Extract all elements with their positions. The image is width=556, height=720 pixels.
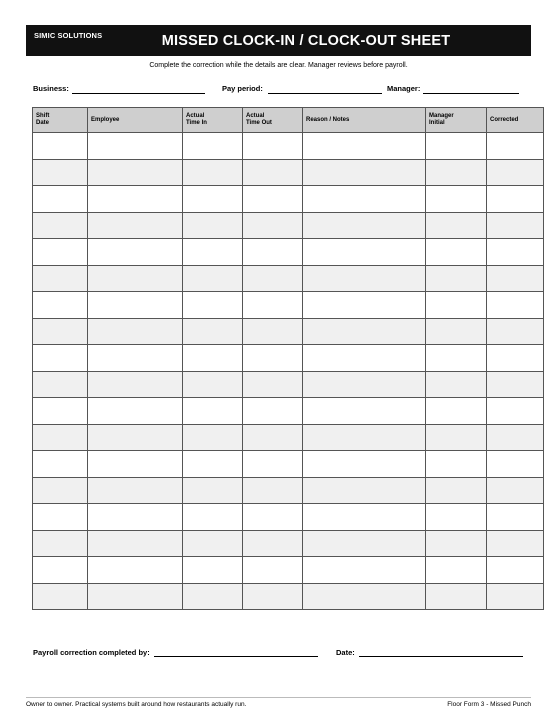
table-cell[interactable]: [426, 186, 487, 213]
table-row: [33, 398, 544, 425]
table-cell[interactable]: [426, 159, 487, 186]
table-cell[interactable]: [88, 318, 183, 345]
table-cell[interactable]: [303, 424, 426, 451]
table-cell[interactable]: [243, 583, 303, 610]
table-cell[interactable]: [487, 239, 544, 266]
table-row: [33, 424, 544, 451]
table-cell[interactable]: [487, 186, 544, 213]
table-cell[interactable]: [303, 504, 426, 531]
table-cell[interactable]: [88, 451, 183, 478]
column-header: Manager Initial: [426, 108, 487, 133]
table-row: [33, 133, 544, 160]
table-row: [33, 345, 544, 372]
table-cell[interactable]: [33, 424, 88, 451]
footer-divider: [26, 697, 531, 698]
table-cell[interactable]: [33, 557, 88, 584]
table-cell[interactable]: [243, 398, 303, 425]
table-cell[interactable]: [33, 398, 88, 425]
column-header: Corrected: [487, 108, 544, 133]
table-cell[interactable]: [426, 292, 487, 319]
table-cell[interactable]: [88, 239, 183, 266]
table-cell[interactable]: [183, 451, 243, 478]
table-cell[interactable]: [183, 133, 243, 160]
column-header: Shift Date: [33, 108, 88, 133]
table-cell[interactable]: [183, 583, 243, 610]
table-cell[interactable]: [88, 398, 183, 425]
table-cell[interactable]: [426, 398, 487, 425]
table-cell[interactable]: [243, 159, 303, 186]
table-row: [33, 318, 544, 345]
table-cell[interactable]: [303, 292, 426, 319]
table-cell[interactable]: [243, 133, 303, 160]
table-cell[interactable]: [426, 451, 487, 478]
table-cell[interactable]: [487, 451, 544, 478]
table-cell[interactable]: [88, 583, 183, 610]
footer-form-id: Floor Form 3 - Missed Punch: [447, 701, 531, 708]
table-row: [33, 557, 544, 584]
table-cell[interactable]: [33, 451, 88, 478]
table-cell[interactable]: [183, 212, 243, 239]
table-cell[interactable]: [243, 371, 303, 398]
table-cell[interactable]: [487, 477, 544, 504]
table-cell[interactable]: [426, 318, 487, 345]
table-cell[interactable]: [88, 292, 183, 319]
date-label: Date:: [336, 648, 355, 657]
table-cell[interactable]: [88, 186, 183, 213]
table-cell[interactable]: [88, 504, 183, 531]
table-row: [33, 265, 544, 292]
table-cell[interactable]: [487, 133, 544, 160]
pay-period-label: Pay period:: [222, 84, 263, 93]
footer-tagline: Owner to owner. Practical systems built around how restaurants actually run.: [26, 701, 247, 708]
table-cell[interactable]: [183, 292, 243, 319]
table-cell[interactable]: [33, 292, 88, 319]
table-cell[interactable]: [303, 265, 426, 292]
table-cell[interactable]: [303, 318, 426, 345]
pay-period-field[interactable]: [268, 93, 382, 94]
table-cell[interactable]: [426, 530, 487, 557]
table-cell[interactable]: [487, 583, 544, 610]
table-cell[interactable]: [183, 530, 243, 557]
table-cell[interactable]: [303, 239, 426, 266]
table-cell[interactable]: [487, 557, 544, 584]
table-cell[interactable]: [33, 583, 88, 610]
table-cell[interactable]: [487, 345, 544, 372]
table-cell[interactable]: [426, 345, 487, 372]
table-row: [33, 212, 544, 239]
table-cell[interactable]: [487, 530, 544, 557]
table-row: [33, 239, 544, 266]
table-cell[interactable]: [243, 504, 303, 531]
manager-label: Manager:: [387, 84, 421, 93]
table-cell[interactable]: [183, 557, 243, 584]
table-cell[interactable]: [183, 265, 243, 292]
table-cell[interactable]: [33, 212, 88, 239]
table-cell[interactable]: [243, 265, 303, 292]
table-cell[interactable]: [88, 371, 183, 398]
table-cell[interactable]: [88, 133, 183, 160]
manager-field[interactable]: [423, 93, 519, 94]
table-cell[interactable]: [243, 424, 303, 451]
table-cell[interactable]: [243, 451, 303, 478]
column-header: Reason / Notes: [303, 108, 426, 133]
table-cell[interactable]: [183, 477, 243, 504]
table-cell[interactable]: [243, 477, 303, 504]
table-cell[interactable]: [243, 530, 303, 557]
table-cell[interactable]: [183, 345, 243, 372]
table-row: [33, 477, 544, 504]
table-cell[interactable]: [243, 318, 303, 345]
business-label: Business:: [33, 84, 69, 93]
table-cell[interactable]: [487, 292, 544, 319]
table-cell[interactable]: [487, 212, 544, 239]
table-cell[interactable]: [33, 159, 88, 186]
table-cell[interactable]: [303, 345, 426, 372]
table-cell[interactable]: [487, 504, 544, 531]
table-cell[interactable]: [426, 239, 487, 266]
table-cell[interactable]: [33, 318, 88, 345]
table-cell[interactable]: [303, 212, 426, 239]
table-cell[interactable]: [426, 477, 487, 504]
table-cell[interactable]: [243, 292, 303, 319]
table-cell[interactable]: [487, 318, 544, 345]
table-cell[interactable]: [303, 477, 426, 504]
form-title: MISSED CLOCK-IN / CLOCK-OUT SHEET: [161, 33, 451, 49]
completed-by-label: Payroll correction completed by:: [33, 648, 150, 657]
table-cell[interactable]: [88, 477, 183, 504]
table-cell[interactable]: [487, 371, 544, 398]
table-cell[interactable]: [426, 557, 487, 584]
table-cell[interactable]: [88, 424, 183, 451]
table-cell[interactable]: [33, 504, 88, 531]
column-header: Actual Time In: [183, 108, 243, 133]
table-row: [33, 371, 544, 398]
table-cell[interactable]: [183, 159, 243, 186]
table-cell[interactable]: [243, 212, 303, 239]
table-cell[interactable]: [243, 557, 303, 584]
table-cell[interactable]: [303, 451, 426, 478]
table-cell[interactable]: [426, 133, 487, 160]
table-cell[interactable]: [183, 239, 243, 266]
table-cell[interactable]: [243, 345, 303, 372]
business-field[interactable]: [72, 93, 205, 94]
table-cell[interactable]: [88, 530, 183, 557]
table-cell[interactable]: [33, 186, 88, 213]
table-cell[interactable]: [88, 345, 183, 372]
table-cell[interactable]: [426, 265, 487, 292]
date-field[interactable]: [359, 656, 523, 657]
table-cell[interactable]: [426, 371, 487, 398]
table-header-row: [33, 108, 544, 133]
table-cell[interactable]: [33, 530, 88, 557]
table-cell[interactable]: [33, 239, 88, 266]
table-cell[interactable]: [183, 371, 243, 398]
table-cell[interactable]: [183, 318, 243, 345]
table-cell[interactable]: [88, 159, 183, 186]
table-cell[interactable]: [303, 159, 426, 186]
table-cell[interactable]: [33, 345, 88, 372]
table-cell[interactable]: [33, 133, 88, 160]
table-cell[interactable]: [183, 424, 243, 451]
table-cell[interactable]: [426, 424, 487, 451]
table-cell[interactable]: [426, 212, 487, 239]
table-cell[interactable]: [183, 186, 243, 213]
header-bar: [26, 25, 531, 56]
table-cell[interactable]: [426, 504, 487, 531]
table-row: [33, 292, 544, 319]
table-row: [33, 451, 544, 478]
table-row: [33, 159, 544, 186]
table-cell[interactable]: [487, 159, 544, 186]
table-cell[interactable]: [183, 398, 243, 425]
table-cell[interactable]: [33, 265, 88, 292]
table-row: [33, 583, 544, 610]
table-cell[interactable]: [303, 133, 426, 160]
table-cell[interactable]: [243, 186, 303, 213]
table-cell[interactable]: [33, 371, 88, 398]
table-cell[interactable]: [183, 504, 243, 531]
table-cell[interactable]: [88, 212, 183, 239]
brand-name: SIMIC SOLUTIONS: [34, 31, 103, 40]
table-cell[interactable]: [303, 583, 426, 610]
table-cell[interactable]: [243, 239, 303, 266]
table-cell[interactable]: [33, 477, 88, 504]
column-header: Actual Time Out: [243, 108, 303, 133]
table-cell[interactable]: [303, 371, 426, 398]
table-cell[interactable]: [303, 557, 426, 584]
table-cell[interactable]: [88, 265, 183, 292]
table-row: [33, 530, 544, 557]
table-row: [33, 186, 544, 213]
table-cell[interactable]: [487, 265, 544, 292]
table-cell[interactable]: [487, 398, 544, 425]
missed-punch-table: [32, 107, 544, 610]
completed-by-field[interactable]: [154, 656, 318, 657]
table-cell[interactable]: [303, 186, 426, 213]
table-cell[interactable]: [303, 530, 426, 557]
instruction-text: Complete the correction while the details are clear. Manager reviews before payroll.: [149, 62, 408, 69]
table-row: [33, 504, 544, 531]
table-cell[interactable]: [426, 583, 487, 610]
table-cell[interactable]: [487, 424, 544, 451]
column-header: Employee: [88, 108, 183, 133]
table-cell[interactable]: [88, 557, 183, 584]
table-cell[interactable]: [303, 398, 426, 425]
